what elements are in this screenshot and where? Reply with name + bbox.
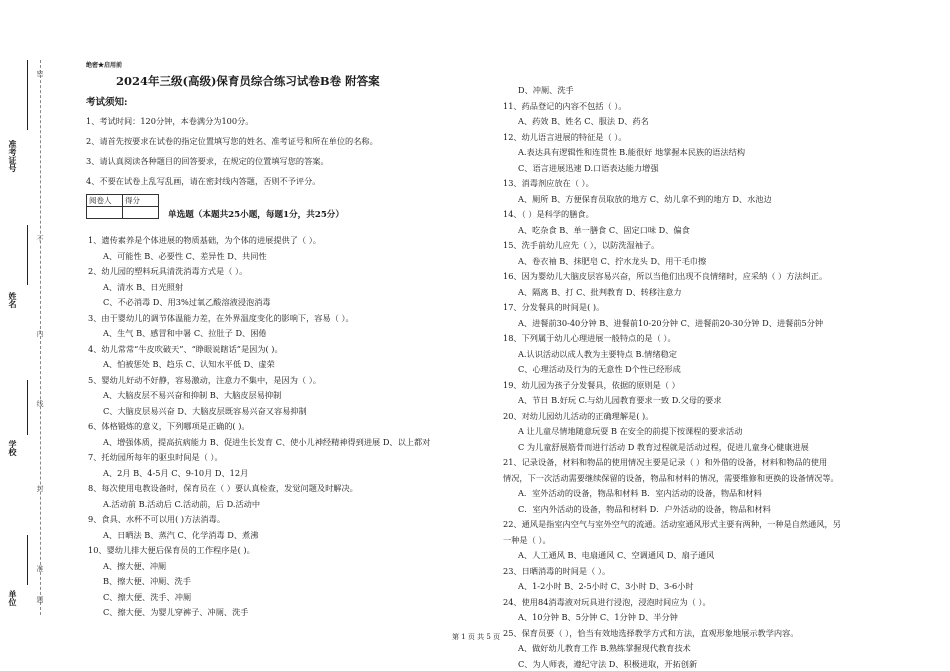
question-option: A、增强体质，提高抗病能力 B、促进生长发育 C、使小儿神经精神得到进展 D、以上都对 — [103, 436, 431, 447]
score-table — [86, 194, 159, 219]
question-option: 一种是（ ）。 — [503, 534, 551, 545]
question-stem: 11、药品登记的内容不包括（ ）。 — [503, 100, 627, 111]
question-stem: 8、每次使用电教设备时，保育员在（ ）要认真检查，发觉问题及时解决。 — [88, 483, 358, 493]
question-option: A、隔离 B、打 C、批判教育 D、转移注意力 — [518, 286, 682, 297]
question-stem: 17、分发餐具的时间是( )。 — [503, 302, 605, 312]
question-option: A、人工通风 B、电扇通风 C、空调通风 D、扇子通风 — [518, 550, 715, 560]
field-school-label: 学校 — [8, 440, 18, 456]
question-option: D、冲厕、洗手 — [518, 85, 574, 95]
binding-char: 不 — [36, 235, 44, 243]
question-option: A.活动前 B.活动后 C.活动前，后 D.活动中 — [103, 498, 261, 509]
question-stem: 12、幼儿语言进展的特征是（ ）。 — [503, 131, 627, 142]
question-option: A、卷衣袖 B、抹肥皂 C、拧水龙头 D、用干毛巾擦 — [518, 255, 707, 266]
question-option: C、为人师表，遵纪守法 D、积极进取，开拓创新 — [518, 658, 698, 669]
question-option: C、擦大便、洗手、冲厕 — [103, 591, 192, 602]
field-exam-number-label: 准考证号 — [8, 140, 18, 172]
question-option: A.认识活动以成人教为主要特点 B.情绪稳定 — [518, 348, 677, 359]
score-table-score-cell[interactable] — [123, 207, 159, 219]
notice-heading: 考试须知: — [86, 97, 128, 108]
question-option: 情况，下一次活动需要继续保留的设备，物品和材料的情况，需要维修和更换的设备情况等。 — [503, 472, 839, 483]
question-stem: 19、幼儿园为孩子分发餐具，依据的原则是（ ） — [503, 379, 680, 390]
question-stem: 14、（ ）是科学的膳食。 — [503, 209, 594, 219]
question-stem: 25、保育员要（ ），恰当有效地选择教学方式和方法，直观形象地展示教学内容。 — [503, 627, 799, 638]
question-option: A、可能性 B、必要性 C、差异性 D、共同性 — [103, 250, 267, 261]
question-option: C、擦大便、为婴儿穿裤子、冲厕、洗手 — [103, 607, 249, 617]
question-stem: 5、婴幼儿好动不好静，容易激动，注意力不集中，是因为（ ）。 — [88, 374, 321, 385]
binding-char: 密 — [36, 70, 44, 78]
notice-item: 1、考试时间：120分钟，本卷满分为100分。 — [86, 116, 254, 126]
question-stem: 21、记录设备，材料和物品的使用情况主要是记录（ ）和外借的设备，材料和物品的使用 — [503, 457, 828, 467]
question-stem: 23、日晒消毒的时间是（ ）。 — [503, 565, 611, 576]
notice-item: 3、请认真阅读各种题目的回答要求，在规定的位置填写您的答案。 — [86, 156, 329, 166]
question-stem: 1、遗传素养是个体进展的物质基础，为个体的进展提供了（ ）。 — [88, 235, 321, 245]
question-option: A、1-2小时 B、2-5小时 C、3小时 D、3-6小时 — [518, 581, 694, 591]
binding-char: 线 — [36, 400, 44, 408]
field-unit-label: 单位 — [8, 590, 18, 606]
notice-item: 2、请首先按要求在试卷的指定位置填写您的姓名、准考证号和所在单位的名称。 — [86, 136, 378, 146]
binding-char: 内 — [36, 330, 44, 338]
notice-item: 4、不要在试卷上乱写乱画，请在密封线内答题，否则不予评分。 — [86, 176, 321, 186]
page-title: 2024年三级(高级)保育员综合练习试卷B卷 附答案 — [116, 74, 380, 88]
field-name-label: 姓名 — [8, 292, 18, 308]
question-stem: 15、洗手前幼儿应先（ ），以防洗湿袖子。 — [503, 240, 660, 250]
question-option: A、厕所 B、方便保育员取放的地方 C、幼儿拿不到的地方 D、水池边 — [518, 193, 772, 204]
question-option: A、怕被惩处 B、趋乐 C、认知水平低 D、虚荣 — [103, 359, 275, 369]
question-option: A、进餐前30-40分钟 B、进餐前10-20分钟 C、进餐前20-30分钟 D、进餐前5分钟 — [518, 317, 824, 328]
page-footer: 第 1 页 共 5 页 — [452, 633, 501, 641]
question-option: A、日晒法 B、蒸汽 C、化学消毒 D、煮沸 — [103, 529, 259, 540]
question-option: C、不必消毒 D、用3%过氧乙酸溶液浸泡消毒 — [103, 297, 271, 307]
secret-label: 绝密★启用前 — [86, 62, 123, 69]
question-stem: 2、幼儿园的塑料玩具清洗消毒方式是（ ）。 — [88, 266, 248, 276]
question-option: A、清水 B、日光照射 — [103, 281, 184, 292]
binding-char: 题 — [36, 596, 44, 604]
question-option: C、心理活动及行为的无意性 D个性已经形成 — [518, 364, 681, 374]
question-stem: 7、托幼园所每年的驱虫时间是（ ）。 — [88, 452, 223, 462]
question-stem: 10、婴幼儿排大便后保育员的工作程序是( )。 — [88, 545, 255, 555]
section-title: 单选题（本题共25小题，每题1分，共25分） — [168, 210, 344, 220]
question-stem: 6、体格锻炼的意义，下列哪项是正确的( )。 — [88, 421, 250, 431]
question-stem: 3、由于婴幼儿的调节体温能力差，在外界温度变化的影响下，容易（ ）。 — [88, 312, 354, 323]
question-option: A、节日 B.好玩 C.与幼儿园教育要求一致 D.父母的要求 — [518, 395, 722, 405]
question-stem: 16、因为婴幼儿大脑皮层容易兴奋，所以当他们出现不良情绪时，应采纳（ ）方法纠正。 — [503, 271, 828, 281]
question-stem: 20、对幼儿园幼儿活动的正确理解是( )。 — [503, 410, 654, 421]
question-option: A、2月 B、4-5月 C、9-10月 D、12月 — [103, 467, 249, 478]
field-school-line[interactable] — [27, 380, 28, 435]
question-stem: 22、通风是指室内空气与室外空气的流通。活动室通风形式主要有两种，一种是自然通风，另 — [503, 519, 841, 529]
field-exam-number-line[interactable] — [27, 60, 28, 130]
question-option: A、擦大便、冲厕 — [103, 560, 167, 571]
question-option: C、语言进展迅速 D.口语表达能力增强 — [518, 162, 659, 173]
binding-char: 准 — [36, 565, 44, 573]
question-option: C．室内外活动的设备，物品和材料 D．户外活动的设备，物品和材料 — [518, 503, 771, 514]
question-option: A 让儿童尽情地随意玩耍 B 在安全的前提下按课程的要求活动 — [518, 426, 743, 436]
question-option: A．室外活动的设备，物品和材料 B．室内活动的设备，物品和材料 — [518, 488, 762, 498]
question-option: A、做好幼儿教育工作 B.熟练掌握现代教育技术 — [518, 643, 691, 653]
question-option: C、大脑皮层易兴奋 D、大脑皮层既容易兴奋又容易抑制 — [103, 405, 307, 416]
question-option: A、生气 B、感冒和中暑 C、拉肚子 D、困倦 — [103, 328, 267, 338]
question-option: A、大脑皮层不易兴奋和抑制 B、大脑皮层易抑制 — [103, 390, 282, 400]
question-stem: 24、使用84消毒液对玩具进行浸泡，浸泡时间应为（ ）。 — [503, 596, 711, 607]
score-table-score-label: 得分 — [123, 195, 159, 207]
question-stem: 9、食具、水杯不可以用( )方法消毒。 — [88, 514, 226, 524]
question-option: B、擦大便、冲厕、洗手 — [103, 576, 191, 586]
question-option: A、药效 B、姓名 C、服法 D、药名 — [518, 116, 649, 126]
field-name-line[interactable] — [27, 225, 28, 285]
score-table-grader-label: 阅卷人 — [87, 195, 123, 207]
field-unit-line[interactable] — [27, 535, 28, 585]
question-option: A、10分钟 B、5分钟 C、1分钟 D、半分钟 — [518, 612, 678, 622]
question-option: A、吃杂食 B、单一膳食 C、固定口味 D、偏食 — [518, 224, 690, 235]
question-option: A.表达具有逻辑性和连贯性 B.能很好 地掌握本民族的语法结构 — [518, 147, 746, 157]
binding-char: 封 — [36, 485, 44, 493]
question-option: C 为儿童舒展筋骨而进行活动 D 教育过程就是活动过程，促进儿童身心健康进展 — [518, 441, 809, 452]
question-stem: 4、幼儿常常“牛皮吹破天”、“睁眼说瞎话”是因为( )。 — [88, 343, 283, 354]
score-table-grader-cell[interactable] — [87, 207, 123, 219]
question-stem: 13、消毒剂应放在（ ）。 — [503, 178, 594, 188]
question-stem: 18、下列属于幼儿心理进展一般特点的是（ ）。 — [503, 333, 676, 343]
